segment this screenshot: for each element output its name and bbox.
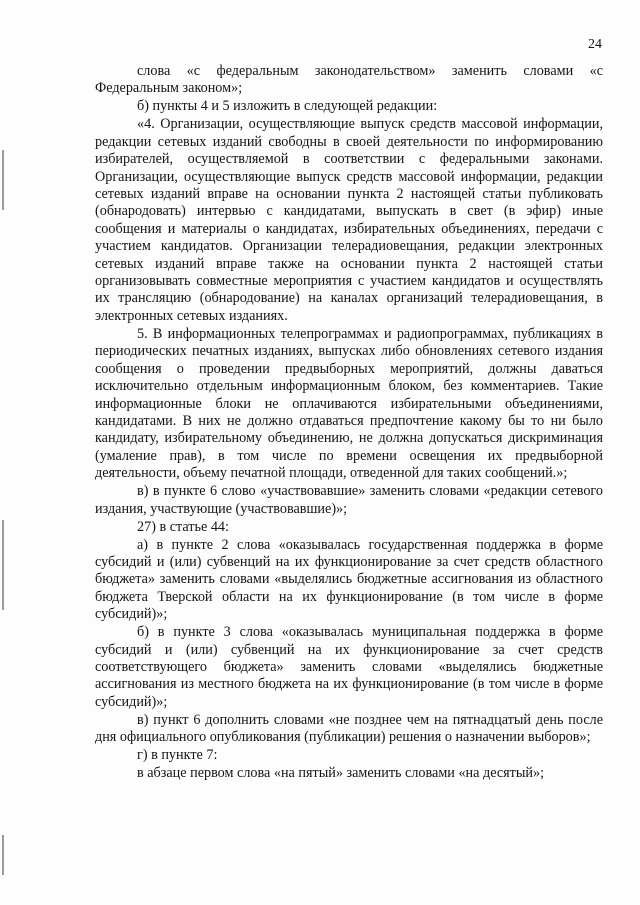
scan-edge-mark — [2, 150, 4, 210]
paragraph: в абзаце первом слова «на пятый» заменить словами «на десятый»; — [137, 765, 545, 782]
scan-edge-mark — [2, 835, 4, 875]
paragraph: 27) в статье 44: — [137, 518, 229, 535]
page-number: 24 — [588, 37, 602, 52]
paragraph: 5. В информационных телепрограммах и радиопрограммах, публикациях в периодических печатных изданиях, выпусках либо обновлениях сетевого издания сообщения о проведении предвыборных мероприятий, должны даваться исключительно отдельным информационным блоком, без комментариев. Такие информационные блоки не оплачиваются избирательными объединениями, кандидатами. В них не должно отдаваться предпочтение какому бы то ни было кандидату, избирательному объединению, не должна допускаться дискриминация (умаление прав), в том числе по времени освещения их предвыборной деятельности, объему печатной площади, отведенной для таких сообщений.»; — [95, 325, 603, 482]
paragraph: б) пункты 4 и 5 изложить в следующей редакции: — [137, 98, 438, 115]
scan-edge-mark — [2, 520, 4, 610]
paragraph: «4. Организации, осуществляющие выпуск средств массовой информации, редакции сетевых изданий свободны в своей деятельности по информированию избирателей, осуществляемой в соответствии с федеральными законами. Организации, осуществляющие выпуск средств массовой информации, редакции сетевых изданий вправе на основании пункта 2 настоящей статьи публиковать (обнародовать) интервью с кандидатами, выпускать в свет (в эфир) иные сообщения и материалы о кандидатах, избирательных объединениях, передачи с участием кандидатов. Организации телерадиовещания, редакции электронных сетевых изданий вправе также на основании пункта 2 настоящей статьи организовывать совместные мероприятия с участием кандидатов и осуществлять их трансляцию (обнародование) на каналах организаций телерадиовещания, в электронных сетевых изданиях. — [95, 116, 603, 324]
paragraph: слова «с федеральным законодательством» заменить словами «с Федеральным законом»; — [95, 63, 603, 97]
paragraph: а) в пункте 2 слова «оказывалась государственная поддержка в форме субсидий и (или) субвенций на их функционирование за счет средств областного бюджета» заменить словами «выделялись бюджетные ассигнования из областного бюджета Тверской области на их функционирование (в том числе в форме субсидий)»; — [95, 536, 603, 623]
paragraph: в) пункт 6 дополнить словами «не позднее чем на пятнадцатый день после дня официального опубликования (публикации) решения о назначении выборов»; — [95, 711, 603, 746]
document-body — [95, 63, 603, 783]
paragraph: б) в пункте 3 слова «оказывалась муниципальная поддержка в форме субсидий и (или) субвенций на их функционирование за счет средств соответствующего бюджета» заменить словами «выделялись бюджетные ассигнования из местного бюджета на их функционирование (в том числе в форме субсидий)»; — [95, 624, 603, 710]
paragraph: г) в пункте 7: — [137, 747, 218, 764]
paragraph: в) в пункте 6 слово «участвовавшие» заменить словами «редакции сетевого издания, участвующие (участвовавшие)»; — [95, 483, 603, 517]
